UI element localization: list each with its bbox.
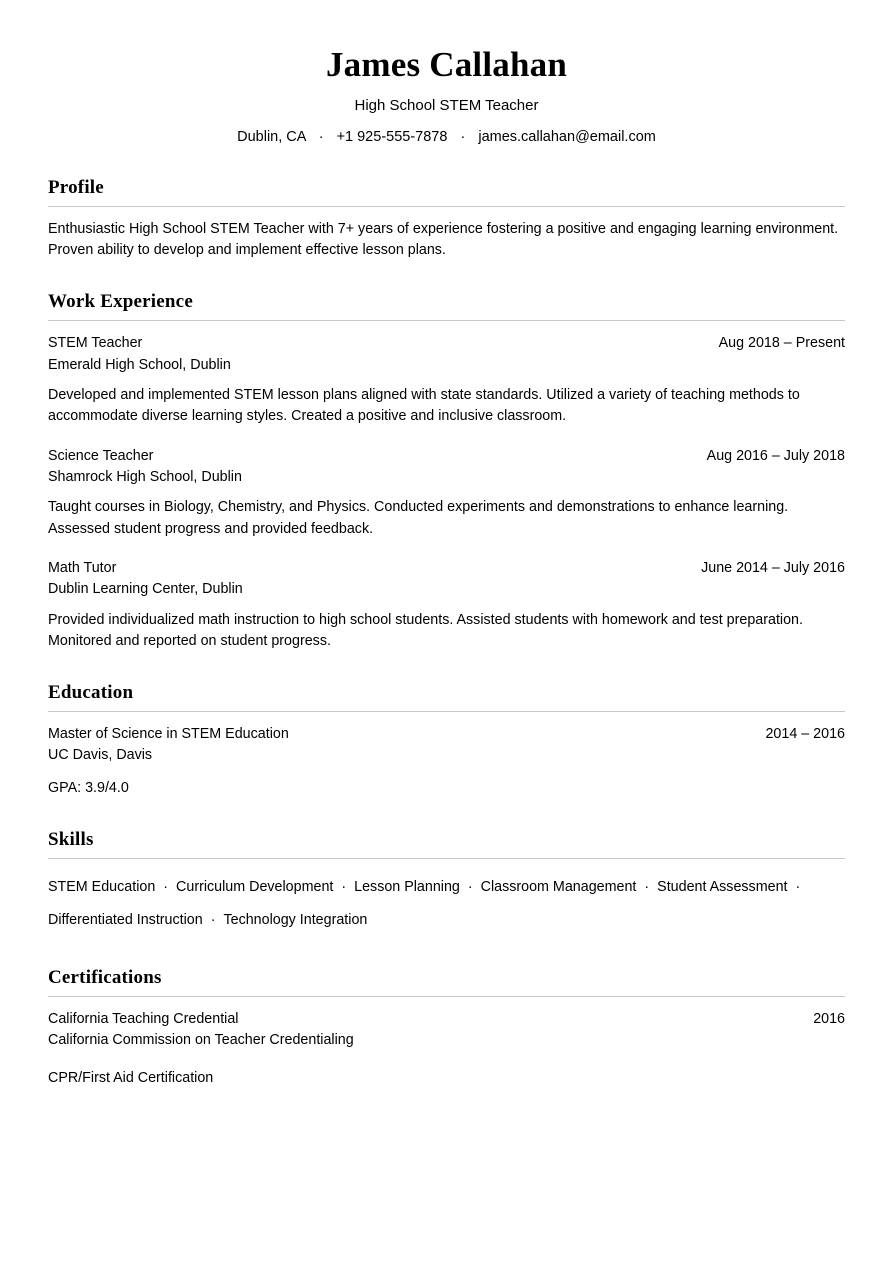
skill-separator: · <box>341 879 347 896</box>
certification-issuer: California Commission on Teacher Credentialing <box>48 1032 354 1049</box>
work-entry-date: Aug 2018 – Present <box>718 335 845 352</box>
work-entry-org: Emerald High School, Dublin <box>48 356 231 373</box>
section-divider <box>48 858 845 859</box>
skill-item: Lesson Planning <box>354 879 460 896</box>
certification-entry <box>48 1009 845 1052</box>
work-entry-description: Developed and implemented STEM lesson plans aligned with state standards. Utilized a variety of teaching methods to accommodate diverse learning styles. Created a positive and inclusive classroom. <box>48 387 800 425</box>
skill-item: STEM Education <box>48 879 156 896</box>
contact-location: Dublin, CA <box>237 128 306 145</box>
work-entry-org: Shamrock High School, Dublin <box>48 469 242 485</box>
certification-entry <box>48 1068 845 1089</box>
work-entry-role: Math Tutor <box>48 559 117 576</box>
education-entry-head <box>48 724 845 745</box>
work-entry <box>48 333 845 427</box>
skill-separator: · <box>210 912 216 929</box>
contact-email[interactable]: james.callahan@email.com <box>478 128 656 145</box>
resume-header <box>48 44 845 147</box>
profile-text: Enthusiastic High School STEM Teacher with 7+ years of experience fostering a positive and engaging learning environment. Proven ability to develop and implement effective lesson plans. <box>48 221 839 259</box>
skill-item: Differentiated Instruction <box>48 912 203 929</box>
certification-entry-head <box>48 1009 845 1030</box>
work-entry-date: June 2014 – July 2016 <box>701 559 845 576</box>
section-divider <box>48 711 845 712</box>
work-entry <box>48 558 845 652</box>
skill-item: Curriculum Development <box>176 879 334 896</box>
contact-phone: +1 925-555-7878 <box>336 128 448 145</box>
section-certifications <box>48 967 845 1089</box>
education-entry-gpa: GPA: 3.9/4.0 <box>48 779 129 796</box>
contact-separator-1: · <box>318 128 324 145</box>
certification-name: CPR/First Aid Certification <box>48 1069 214 1086</box>
education-entry-date: 2014 – 2016 <box>765 725 845 742</box>
work-entry-head <box>48 446 845 467</box>
work-entry-role: STEM Teacher <box>48 335 143 352</box>
skill-item: Classroom Management <box>480 879 637 896</box>
skill-item: Student Assessment <box>657 879 788 896</box>
section-profile <box>48 177 845 261</box>
page-title: James Callahan <box>325 45 567 84</box>
work-entry-date: Aug 2016 – July 2018 <box>706 447 845 464</box>
education-entry-degree: Master of Science in STEM Education <box>48 725 289 742</box>
certification-date: 2016 <box>813 1011 845 1027</box>
section-education <box>48 682 845 799</box>
skill-separator: · <box>467 879 473 896</box>
section-divider <box>48 996 845 997</box>
section-work-experience <box>48 291 845 652</box>
work-entry-role: Science Teacher <box>48 447 154 464</box>
section-skills <box>48 829 845 937</box>
skills-list <box>48 871 845 937</box>
skill-item: Technology Integration <box>223 912 368 929</box>
work-entry-org: Dublin Learning Center, Dublin <box>48 581 243 598</box>
skill-separator: · <box>644 879 650 896</box>
contact-line <box>48 128 845 148</box>
section-divider <box>48 320 845 321</box>
work-entry-head <box>48 558 845 579</box>
work-entry-description: Taught courses in Biology, Chemistry, and Physics. Conducted experiments and demonstrations to enhance learning. Assessed student progress and provided feedback. <box>48 499 789 537</box>
contact-separator-2: · <box>460 128 466 145</box>
work-entry <box>48 446 845 540</box>
education-entry <box>48 724 845 799</box>
section-heading-work-experience: Work Experience <box>48 291 193 313</box>
skill-separator: · <box>795 879 801 896</box>
education-entry-school: UC Davis, Davis <box>48 747 153 764</box>
section-heading-profile: Profile <box>48 177 104 199</box>
job-title: High School STEM Teacher <box>354 97 539 114</box>
certification-name: California Teaching Credential <box>48 1011 239 1027</box>
certification-entry-head <box>48 1068 845 1089</box>
work-entry-description: Provided individualized math instruction to high school students. Assisted students with homework and test preparation. Monitored and reported on student progress. <box>48 611 803 649</box>
skill-separator: · <box>163 879 169 896</box>
section-divider <box>48 206 845 207</box>
section-heading-skills: Skills <box>48 829 94 851</box>
section-heading-certifications: Certifications <box>48 967 162 988</box>
work-entry-head <box>48 333 845 354</box>
section-heading-education: Education <box>48 681 134 703</box>
